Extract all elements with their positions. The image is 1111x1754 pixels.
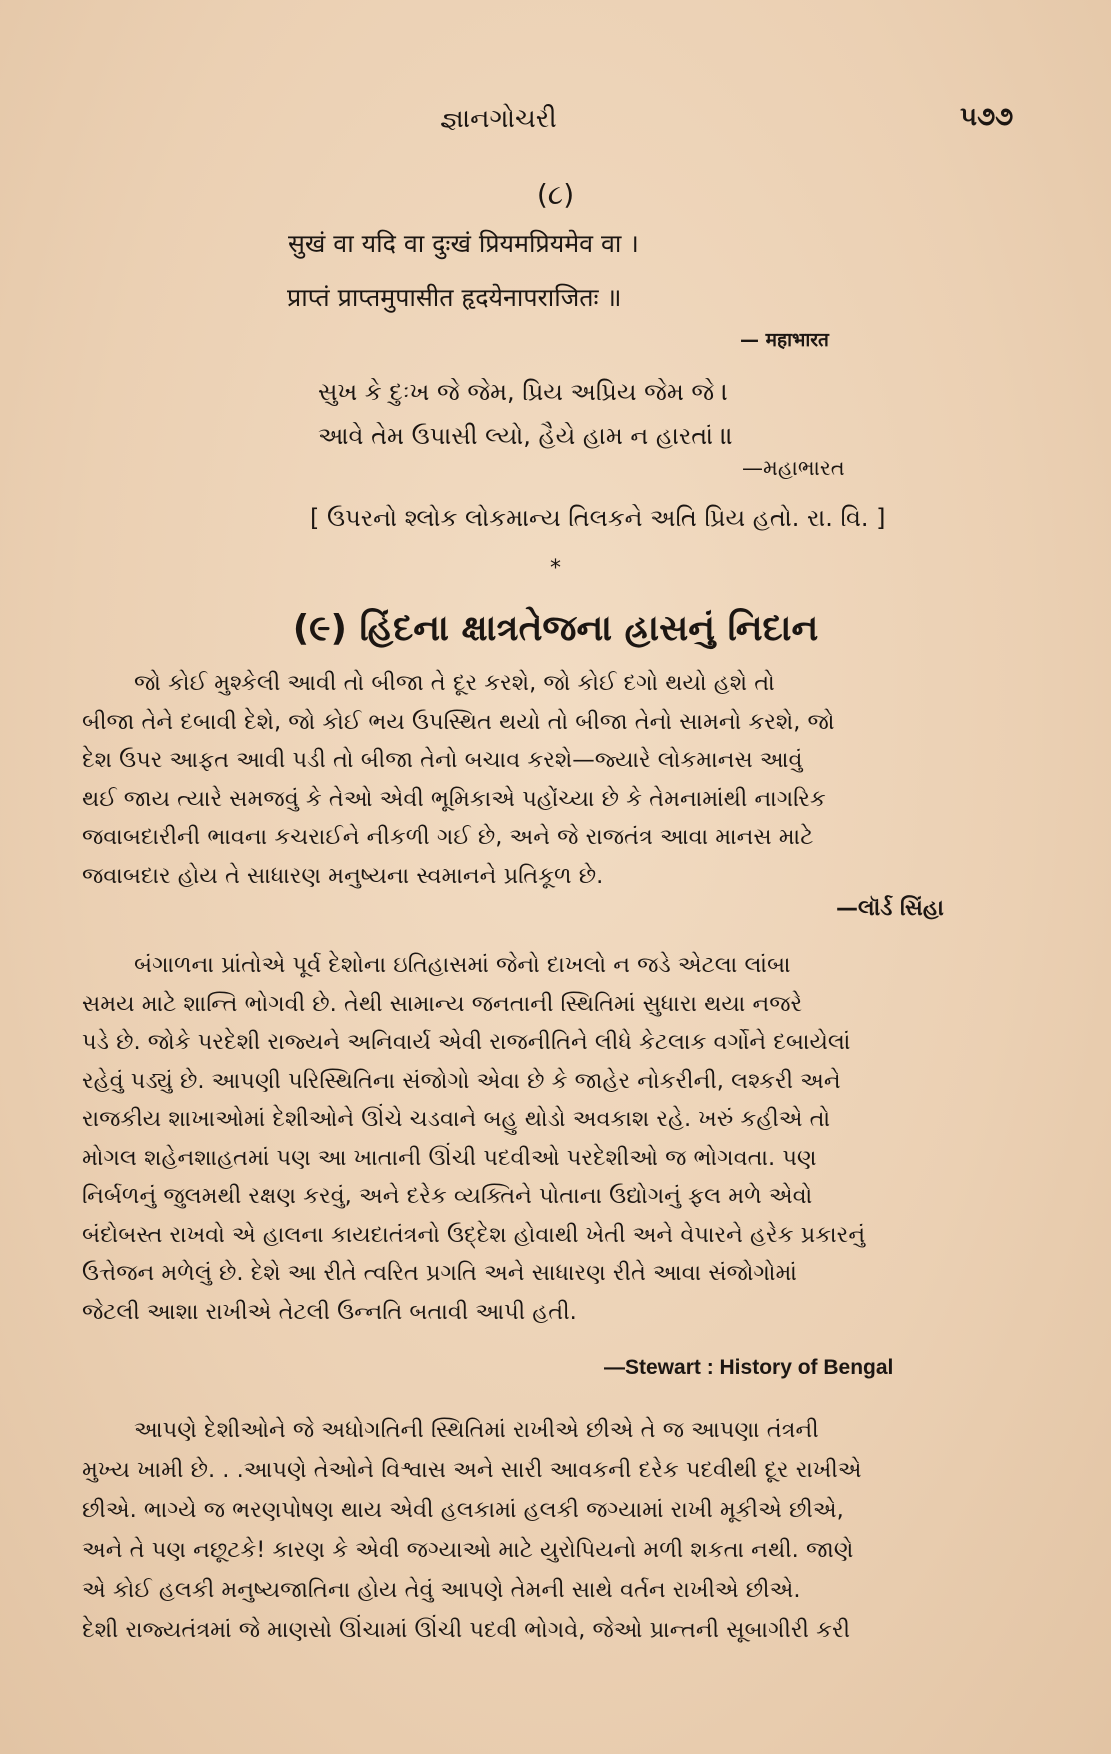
- text-line: રહેવું પડ્યું છે. આપણી પરિસ્થિતિના સંજોગો એવા છે કે જાહેર નોકરીની, લશ્કરી અને: [82, 1067, 841, 1094]
- paragraph-2: [82, 946, 990, 1331]
- quote-attribution-1: —લૉર્ડ સિંહા: [836, 896, 944, 921]
- text-line: મોગલ શહેનશાહતમાં પણ આ ખાતાની ઊંચી પદવીઓ પરદેશીઓ જ ભોગવતા. પણ: [82, 1144, 817, 1171]
- text-line: સમય માટે શાન્તિ ભોગવી છે. તેથી સામાન્ય જનતાની સ્થિતિમાં સુધારા થયા નજરે: [82, 990, 803, 1017]
- text-line: ઉત્તેજન મળેલું છે. દેશે આ રીતે ત્વરિત પ્રગતિ અને સાધારણ રીતે આવા સંજોગોમાં: [82, 1260, 797, 1286]
- section-heading: (૯) હિંદના ક્ષાત્રતેજના હ્રાસનું નિદાન: [292, 608, 819, 649]
- text-line: બંદોબસ્ત રાખવો એ હાલના કાયદાતંત્રનો ઉદ્દેશ હોવાથી ખેતી અને વેપારને હરેક પ્રકારનું: [82, 1221, 866, 1248]
- gujarati-attribution: —મહાભારત: [742, 456, 845, 480]
- text-line: એ કોઈ હલકી મનુષ્યજાતિના હોય તેવું આપણે તેમની સાથે વર્તન રાખીએ છીએ.: [82, 1577, 801, 1603]
- sanskrit-attribution: — महाभारत: [740, 329, 829, 351]
- text-line: નિર્બળનું જુલમથી રક્ષણ કરવું, અને દરેક વ્યક્તિને પોતાના ઉદ્યોગનું ફલ મળે એવો: [82, 1183, 813, 1209]
- paragraph-3: [82, 1410, 990, 1650]
- text-line: દેશ ઉપર આફત આવી પડી તો બીજા તેનો બચાવ કરશે—જ્યારે લોકમાનસ આવું: [82, 747, 803, 773]
- sanskrit-verse-line-1: सुखं वा यदि वा दुःखं प्रियमप्रियमेव वा ।: [288, 229, 639, 258]
- sanskrit-verse-line-2: प्राप्तं प्राप्तमुपासीत हृदयेनापराजितः ॥: [287, 283, 622, 312]
- gujarati-verse-line-1: સુખ કે દુઃખ જે જેમ, પ્રિય અપ્રિય જેમ જે ।: [318, 378, 729, 406]
- text-line: જવાબદારીની ભાવના કચરાઈને નીકળી ગઈ છે, અને જે રાજતંત્ર આવા માનસ માટે: [82, 824, 814, 850]
- text-line: દેશી રાજ્યતંત્રમાં જે માણસો ઊંચામાં ઊંચી પદવી ભોગવે, જેઓ પ્રાન્તની સૂબાગીરી કરી: [82, 1617, 851, 1643]
- text-line: થઈ જાય ત્યારે સમજવું કે તેઓ એવી ભૂમિકાએ પહોંચ્યા છે કે તેમનામાંથી નાગરિક: [82, 785, 826, 812]
- editor-note: [ ઉપરનો શ્લોક લોકમાન્ય તિલકને અતિ પ્રિય હતો. રા. વિ. ]: [310, 504, 886, 532]
- text-line: છીએ. ભાગ્યે જ ભરણપોષણ થાય એવી હલકામાં હલકી જગ્યામાં રાખી મૂકીએ છીએ,: [82, 1497, 844, 1523]
- text-line: બીજા તેને દબાવી દેશે, જો કોઈ ભય ઉપસ્થિત થયો તો બીજા તેનો સામનો કરશે, જો: [82, 708, 835, 735]
- text-line: જેટલી આશા રાખીએ તેટલી ઉન્નતિ બતાવી આપી હતી.: [82, 1298, 577, 1325]
- page-number: ૫૭૭: [960, 102, 1014, 132]
- running-title: જ્ઞાનગોચરી: [440, 104, 557, 134]
- text-line: બંગાળના પ્રાંતોએ પૂર્વ દેશોના ઇતિહાસમાં જેનો દાખલો ન જડે એટલા લાંબા: [134, 952, 791, 978]
- text-line: જવાબદાર હોય તે સાધારણ મનુષ્યના સ્વમાનને પ્રતિકૂળ છે.: [82, 862, 604, 889]
- quote-attribution-2: —Stewart : History of Bengal: [604, 1356, 894, 1379]
- text-line: રાજકીય શાખાઓમાં દેશીઓને ઊંચે ચડવાને બહુ થોડો અવકાશ રહે. ખરું કહીએ તો: [82, 1106, 831, 1132]
- verse-number: (૮): [536, 178, 575, 211]
- paragraph-1: [82, 664, 990, 895]
- text-line: મુખ્ય ખામી છે. . .આપણે તેઓને વિશ્વાસ અને સારી આવકની દરેક પદવીથી દૂર રાખીએ: [82, 1457, 862, 1483]
- text-line: આપણે દેશીઓને જે અધોગતિની સ્થિતિમાં રાખીએ છીએ તે જ આપણા તંત્રની: [134, 1417, 819, 1443]
- gujarati-verse-line-2: આવે તેમ ઉપાસી લ્યો, હૈયે હામ ન હારતાં ॥: [318, 422, 734, 450]
- text-line: પડે છે. જોકે પરદેશી રાજ્યને અનિવાર્ય એવી રાજનીતિને લીધે કેટલાક વર્ગોને દબાયેલાં: [82, 1029, 851, 1055]
- separator-star: *: [550, 556, 561, 581]
- text-line: અને તે પણ નછૂટકે! કારણ કે એવી જગ્યાઓ માટે યુરોપિયનો મળી શકતા નથી. જાણે: [82, 1537, 854, 1563]
- text-line: જો કોઈ મુશ્કેલી આવી તો બીજા તે દૂર કરશે, જો કોઈ દગો થયો હશે તો: [134, 670, 775, 696]
